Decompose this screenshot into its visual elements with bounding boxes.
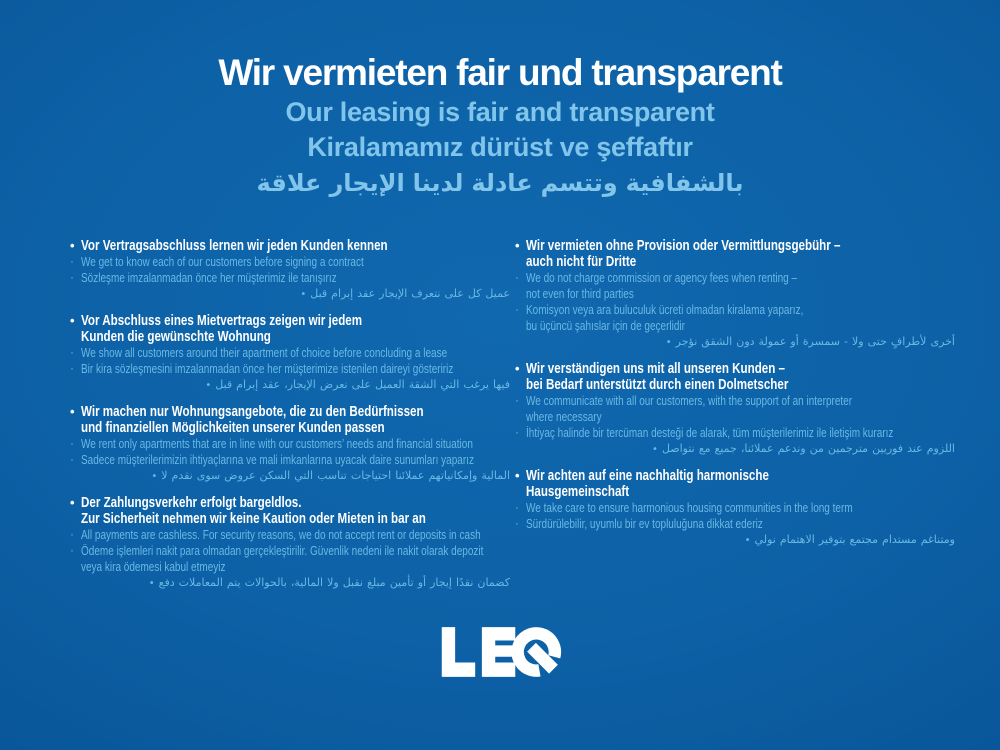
arabic-word: المعاملات bbox=[178, 576, 223, 589]
en-line bbox=[70, 254, 510, 270]
arabic-word: قبل bbox=[215, 378, 233, 391]
arabic-word: التي bbox=[294, 469, 314, 482]
arabic-word: تأمين bbox=[389, 576, 414, 589]
tr-line bbox=[515, 302, 955, 318]
bullet-icon: • bbox=[70, 313, 75, 328]
en-text: We communicate with all our customers, with the support of an interpreter bbox=[526, 394, 853, 408]
arabic-word: علاقة bbox=[256, 169, 322, 197]
page-title-english: Our leasing is fair and transparent bbox=[285, 97, 715, 127]
de-text: Wir machen nur Wohnungsangebote, die zu den Bedürfnissen bbox=[81, 404, 424, 420]
info-item bbox=[515, 468, 955, 549]
arabic-word: نتعرف bbox=[411, 287, 441, 300]
ar-line bbox=[70, 575, 510, 592]
tr-line bbox=[70, 361, 510, 377]
bullet-icon: · bbox=[70, 361, 74, 375]
bullet-icon: · bbox=[70, 270, 74, 284]
de-line bbox=[70, 404, 510, 420]
bullet-icon: · bbox=[70, 436, 74, 450]
en-line bbox=[70, 436, 510, 452]
de-text: Wir achten auf eine nachhaltig harmonische bbox=[526, 468, 769, 484]
tr-line bbox=[70, 559, 510, 575]
arabic-word: لأطرافٍ bbox=[890, 335, 927, 348]
arabic-word: فوريين bbox=[872, 442, 904, 455]
bullet-icon: · bbox=[515, 500, 519, 514]
info-item bbox=[70, 313, 510, 394]
arabic-word: الإيجار، bbox=[284, 378, 316, 391]
de-line bbox=[515, 377, 955, 393]
bullet-icon: • bbox=[665, 337, 672, 348]
bullet-icon: · bbox=[70, 345, 74, 359]
en-text: We rent only apartments that are in line with our customers’ needs and financial situation bbox=[81, 437, 473, 451]
bullet-icon: · bbox=[70, 543, 74, 557]
leg-logo bbox=[437, 624, 563, 680]
arabic-word: عروض bbox=[224, 469, 256, 482]
info-item bbox=[70, 495, 510, 592]
en-line bbox=[515, 500, 955, 516]
arabic-word: حتى bbox=[867, 335, 887, 348]
arabic-word: على bbox=[444, 287, 464, 300]
en-line bbox=[515, 393, 955, 409]
arabic-word: نولي bbox=[754, 533, 776, 546]
en-text: We show all customers around their apartment of choice before concluding a lease bbox=[81, 346, 448, 360]
logo-letter-e bbox=[482, 627, 515, 677]
arabic-word: بتوفير bbox=[818, 533, 846, 546]
arabic-word: سوى bbox=[196, 469, 221, 482]
page-title: Wir vermieten fair und transparent bbox=[218, 52, 782, 93]
tr-text: bu üçüncü şahıslar için de geçerlidir bbox=[526, 319, 685, 333]
arabic-word: المالية bbox=[481, 469, 510, 482]
arabic-word: نتواصل bbox=[661, 442, 695, 455]
de-text: Hausgemeinschaft bbox=[526, 484, 630, 500]
info-item bbox=[515, 238, 955, 351]
page-title-turkish: Kiralamamız dürüst ve şeffaftır bbox=[307, 132, 693, 162]
bullet-icon: · bbox=[515, 393, 519, 407]
en-text: We take care to ensure harmonious housing communities in the long term bbox=[526, 501, 853, 515]
de-text: und finanziellen Möglichkeiten unserer Kunden passen bbox=[81, 420, 385, 436]
arabic-word: نؤجر bbox=[675, 335, 698, 348]
arabic-word: العميل bbox=[374, 378, 405, 391]
tr-text: Sürdürülebilir, uyumlu bir ev topluluğuna dikkat ederiz bbox=[526, 517, 763, 531]
en-text: All payments are cashless. For security reasons, we do not accept rent or deposits in cash bbox=[81, 528, 481, 542]
arabic-word: لدينا bbox=[412, 169, 464, 197]
en-line bbox=[70, 527, 510, 543]
arabic-word: التي bbox=[440, 378, 460, 391]
arabic-word: فيها bbox=[493, 378, 510, 391]
arabic-word: احتياجات bbox=[350, 469, 392, 482]
de-text: Vor Vertragsabschluss lernen wir jeden Kunden kennen bbox=[81, 238, 388, 254]
info-item bbox=[70, 238, 510, 303]
en-text: not even for third parties bbox=[526, 287, 634, 301]
arabic-word: قبل bbox=[310, 287, 328, 300]
info-item bbox=[70, 404, 510, 485]
arabic-word: ولا bbox=[852, 335, 864, 348]
arabic-word: مستدام bbox=[882, 533, 917, 546]
tr-line bbox=[70, 452, 510, 468]
arabic-word: اللزوم bbox=[926, 442, 955, 455]
page-title-arabic bbox=[0, 165, 1000, 202]
de-line bbox=[70, 238, 510, 254]
de-text: Wir verständigen uns mit all unseren Kunden – bbox=[526, 361, 786, 377]
footer bbox=[0, 624, 1000, 680]
arabic-word: من bbox=[809, 442, 824, 455]
ar-line bbox=[70, 468, 510, 485]
bullet-icon: • bbox=[205, 380, 212, 391]
de-line bbox=[515, 254, 955, 270]
en-text: We get to know each of our customers before signing a contract bbox=[81, 255, 364, 269]
ar-line bbox=[70, 286, 510, 303]
arabic-word: نقدم bbox=[171, 469, 193, 482]
column-left bbox=[70, 238, 510, 602]
arabic-word: يرغب bbox=[463, 378, 489, 391]
arabic-word: بالحوالات bbox=[244, 576, 287, 589]
bullet-icon: · bbox=[70, 254, 74, 268]
arabic-word: عقد bbox=[262, 378, 281, 391]
info-item bbox=[515, 361, 955, 458]
arabic-word: وإمكانياتهم bbox=[428, 469, 478, 482]
de-text: Kunden die gewünschte Wohnung bbox=[81, 329, 271, 345]
tr-line bbox=[515, 318, 955, 334]
arabic-word: نقبل bbox=[342, 576, 363, 589]
arabic-word: لا bbox=[161, 469, 168, 482]
tr-line bbox=[515, 425, 955, 441]
tr-text: Sözleşme imzalanmadan önce her müşterimiz ile tanışırız bbox=[81, 271, 337, 285]
arabic-word: الشقة bbox=[408, 378, 437, 391]
arabic-word: عملائنا bbox=[395, 469, 425, 482]
arabic-word: كل bbox=[467, 287, 482, 300]
arabic-word: عملائنا، bbox=[740, 442, 774, 455]
arabic-word: ولا bbox=[327, 576, 339, 589]
arabic-word: سمسرة bbox=[802, 335, 841, 348]
logo-letter-l bbox=[442, 627, 475, 677]
bullet-icon: · bbox=[515, 425, 519, 439]
arabic-word: تناسب bbox=[317, 469, 347, 482]
bullet-icon: • bbox=[744, 535, 751, 546]
arabic-word: يتم bbox=[226, 576, 241, 589]
arabic-word: عميل bbox=[485, 287, 510, 300]
de-text: Vor Abschluss eines Mietvertrags zeigen wir jedem bbox=[81, 313, 363, 329]
en-line bbox=[70, 345, 510, 361]
arabic-word: الإيجار bbox=[379, 287, 408, 300]
bullet-icon: • bbox=[515, 361, 520, 376]
logo-letter-g bbox=[513, 629, 559, 675]
tr-line bbox=[70, 543, 510, 559]
bullet-icon: • bbox=[515, 468, 520, 483]
tr-text: Sadece müşterilerimizin ihtiyaçlarına ve mali imkanlarına uyacak daire sunumları yaparız bbox=[81, 453, 474, 467]
arabic-word: السكن bbox=[259, 469, 291, 482]
arabic-word: الاهتمام bbox=[779, 533, 815, 546]
tr-line bbox=[515, 516, 955, 532]
title-block bbox=[0, 0, 1000, 202]
arabic-word: جميع bbox=[714, 442, 737, 455]
de-line bbox=[70, 495, 510, 511]
arabic-word: - bbox=[844, 335, 848, 348]
de-text: auch nicht für Dritte bbox=[526, 254, 637, 270]
arabic-word: نعرض bbox=[319, 378, 348, 391]
arabic-word: الإيجار bbox=[329, 169, 405, 197]
arabic-word: ومتناغم bbox=[920, 533, 955, 546]
content-columns bbox=[0, 238, 1000, 602]
ar-line bbox=[70, 377, 510, 394]
de-line bbox=[515, 238, 955, 254]
de-line bbox=[515, 468, 955, 484]
bullet-icon: • bbox=[70, 404, 75, 419]
de-text: bei Bedarf unterstützt durch einen Dolmetscher bbox=[526, 377, 789, 393]
de-line bbox=[70, 329, 510, 345]
arabic-word: وندعم bbox=[777, 442, 806, 455]
arabic-word: مبلغ bbox=[366, 576, 386, 589]
en-line bbox=[515, 409, 955, 425]
ar-line bbox=[515, 532, 955, 549]
bullet-icon: · bbox=[515, 516, 519, 530]
bullet-icon: · bbox=[70, 452, 74, 466]
arabic-word: مجتمع bbox=[849, 533, 879, 546]
arabic-word: مترجمين bbox=[827, 442, 869, 455]
de-text: Der Zahlungsverkehr erfolgt bargeldlos. bbox=[81, 495, 302, 511]
bullet-icon: · bbox=[70, 527, 74, 541]
arabic-word: أو bbox=[417, 576, 427, 589]
tr-text: İhtiyaç halinde bir tercüman desteği de alarak, tüm müşterilerimiz ile iletişim kurarız bbox=[526, 426, 894, 440]
bullet-icon: · bbox=[515, 270, 519, 284]
de-line bbox=[515, 361, 955, 377]
bullet-icon: • bbox=[70, 238, 75, 253]
tr-text: Komisyon veya ara buluculuk ücreti olmadan kiralama yaparız, bbox=[526, 303, 804, 317]
arabic-word: دون bbox=[736, 335, 755, 348]
arabic-word: دفع bbox=[158, 576, 175, 589]
bullet-icon: • bbox=[515, 238, 520, 253]
bullet-icon: • bbox=[70, 495, 75, 510]
arabic-word: إيجار bbox=[430, 576, 452, 589]
tr-text: Ödeme işlemleri nakit para olmadan gerçekleştirilir. Güvenlik nedeni ile nakit olarak depozit bbox=[81, 544, 484, 558]
de-line bbox=[70, 511, 510, 527]
bullet-icon: • bbox=[652, 444, 658, 455]
bullet-icon: · bbox=[515, 302, 519, 316]
arabic-word: أو bbox=[790, 335, 799, 348]
arabic-word: المالية، bbox=[290, 576, 324, 589]
de-line bbox=[70, 313, 510, 329]
de-text: Zur Sicherheit nehmen wir keine Kaution oder Mieten in bar an bbox=[81, 511, 426, 527]
arabic-word: وتتسم bbox=[540, 169, 618, 197]
en-line bbox=[515, 270, 955, 286]
ar-line bbox=[515, 334, 955, 351]
arabic-word: نقدًا bbox=[455, 576, 474, 589]
arabic-word: أخرى bbox=[930, 335, 955, 348]
de-line bbox=[70, 420, 510, 436]
en-text: where necessary bbox=[526, 410, 602, 424]
arabic-word: بالشفافية bbox=[625, 169, 744, 197]
arabic-word: عمولة bbox=[758, 335, 787, 348]
tr-text: Bir kira sözleşmesini imzalanmadan önce her müşterimize istenilen daireyi gösteririz bbox=[81, 362, 454, 376]
bullet-icon: • bbox=[148, 578, 155, 589]
arabic-word: مع bbox=[698, 442, 711, 455]
column-right bbox=[515, 238, 955, 602]
arabic-word: إبرام bbox=[331, 287, 354, 300]
tr-line bbox=[70, 270, 510, 286]
arabic-word: عقد bbox=[357, 287, 376, 300]
arabic-word: إبرام bbox=[236, 378, 259, 391]
bullet-icon: • bbox=[151, 471, 158, 482]
de-text: Wir vermieten ohne Provision oder Vermittlungsgebühr – bbox=[526, 238, 841, 254]
ar-line bbox=[515, 441, 955, 458]
arabic-word: الشقق bbox=[701, 335, 733, 348]
arabic-word: كضمان bbox=[477, 576, 510, 589]
arabic-word: على bbox=[351, 378, 371, 391]
de-line bbox=[515, 484, 955, 500]
tr-text: veya kira ödemesi kabul etmeyiz bbox=[81, 560, 226, 574]
en-text: We do not charge commission or agency fees when renting – bbox=[526, 271, 798, 285]
en-line bbox=[515, 286, 955, 302]
arabic-word: عند bbox=[907, 442, 923, 455]
bullet-icon: • bbox=[300, 289, 307, 300]
arabic-word: عادلة bbox=[471, 169, 533, 197]
